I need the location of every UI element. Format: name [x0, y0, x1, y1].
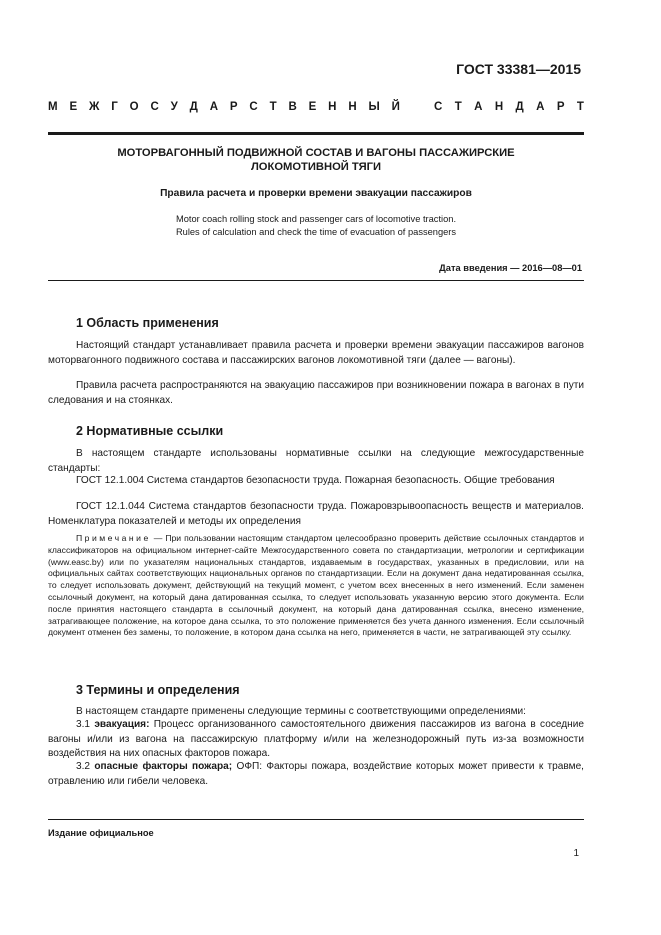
- banner-word-standard: С Т А Н Д А Р Т: [434, 101, 584, 113]
- note-label: Примечание: [76, 533, 151, 543]
- english-title: [48, 213, 584, 239]
- title-line-1: МОТОРВАГОННЫЙ ПОДВИЖНОЙ СОСТАВ И ВАГОНЫ ПАССАЖИРСКИЕ: [117, 147, 515, 159]
- term-1-definition: Процесс организованного самостоятельного движения пассажиров из вагона в соседние вагоны и/или из вагона на пассажирскую платформу и/или на железнодорожный путь из-за возможности воздействия на них опасных факторов пожара.: [48, 719, 584, 760]
- document-title: [48, 146, 584, 174]
- term-2-name: опасные факторы пожара;: [94, 761, 233, 772]
- banner-word-interstate: М Е Ж Г О С У Д А Р С Т В Е Н Н Ы Й: [48, 101, 400, 113]
- english-title-line-1: Motor coach rolling stock and passenger cars of locomotive traction.: [175, 214, 457, 224]
- term-2-number: 3.2: [76, 761, 95, 772]
- title-line-2: ЛОКОМОТИВНОЙ ТЯГИ: [250, 161, 382, 173]
- footer-divider: [48, 819, 584, 820]
- document-subtitle: Правила расчета и проверки времени эвакуации пассажиров: [160, 188, 472, 199]
- section-2-paragraph-1: В настоящем стандарте использованы нормативные ссылки на следующие межгосударственные стандарты:: [48, 448, 584, 474]
- term-1-name: эвакуация:: [94, 719, 150, 730]
- page-number: 1: [573, 848, 579, 859]
- section-1-heading: 1 Область применения: [76, 316, 219, 330]
- section-3-paragraph-1: В настоящем стандарте применены следующие термины с соответствующими определениями:: [76, 706, 526, 717]
- section-1-paragraph-1: Настоящий стандарт устанавливает правила расчета и проверки времени эвакуации пассажиров вагонов моторвагонного подвижного состава и пассажирских вагонов локомотивной тяги (далее — вагоны).: [48, 340, 584, 366]
- section-3-heading: 3 Термины и определения: [76, 683, 240, 697]
- official-edition-label: Издание официальное: [48, 828, 154, 838]
- english-title-line-2: Rules of calculation and check the time of evacuation of passengers: [175, 227, 457, 237]
- standard-type-banner: [48, 101, 584, 113]
- section-2-note: [48, 533, 584, 639]
- reference-gost-12-1-004: ГОСТ 12.1.004 Система стандартов безопасности труда. Пожарная безопасность. Общие требования: [76, 475, 555, 486]
- standard-number: ГОСТ 33381—2015: [456, 61, 581, 77]
- term-evacuation: [48, 718, 584, 762]
- term-fire-hazards: [48, 760, 584, 789]
- term-1-number: 3.1: [76, 719, 95, 730]
- section-2-heading: 2 Нормативные ссылки: [76, 424, 224, 438]
- date-divider: [48, 280, 584, 281]
- introduction-date: Дата введения — 2016—08—01: [439, 263, 582, 273]
- header-divider: [48, 132, 584, 135]
- section-1-paragraph-2: Правила расчета распространяются на эвакуацию пассажиров при возникновении пожара в вагонах в пути следования и на стоянках.: [48, 380, 584, 406]
- reference-gost-12-1-044: ГОСТ 12.1.044 Система стандартов безопасности труда. Пожаровзрывоопасность веществ и материалов. Номенклатура показателей и методы их определения: [48, 501, 584, 527]
- note-text: — При пользовании настоящим стандартом целесообразно проверить действие ссылочных стандартов и классификаторов на официальном интернет-сайте Межгосударственного совета по стандартизации, метрологии и сертификации (www.easc.by) или по указателям национальных стандартов, издаваемым в государствах, указанных в предисловии, или на официальных сайтах соответствующих национальных органов по стандартизации. Если на документ дана недатированная ссылка, то следует использовать документ, действующий на текущий момент, с учетом всех внесенных в него изменений. Если заменен ссылочный документ, на который дана датированная ссылка, то следует использовать указанную версию этого документа. Если после принятия настоящего стандарта в ссылочный документ, на который дана датированная ссылка, внесено изменение, затрагивающее положение, на которое дана ссылка, то это положение применяется без учета данного изменения. Если ссылочный документ отменен без замены, то положение, в котором дана ссылка на него, применяется в части, не затрагивающей эту ссылку.: [48, 533, 584, 638]
- term-2-definition: ОФП: Факторы пожара, воздействие которых может привести к травме, отравлению или гибели человека.: [48, 761, 584, 787]
